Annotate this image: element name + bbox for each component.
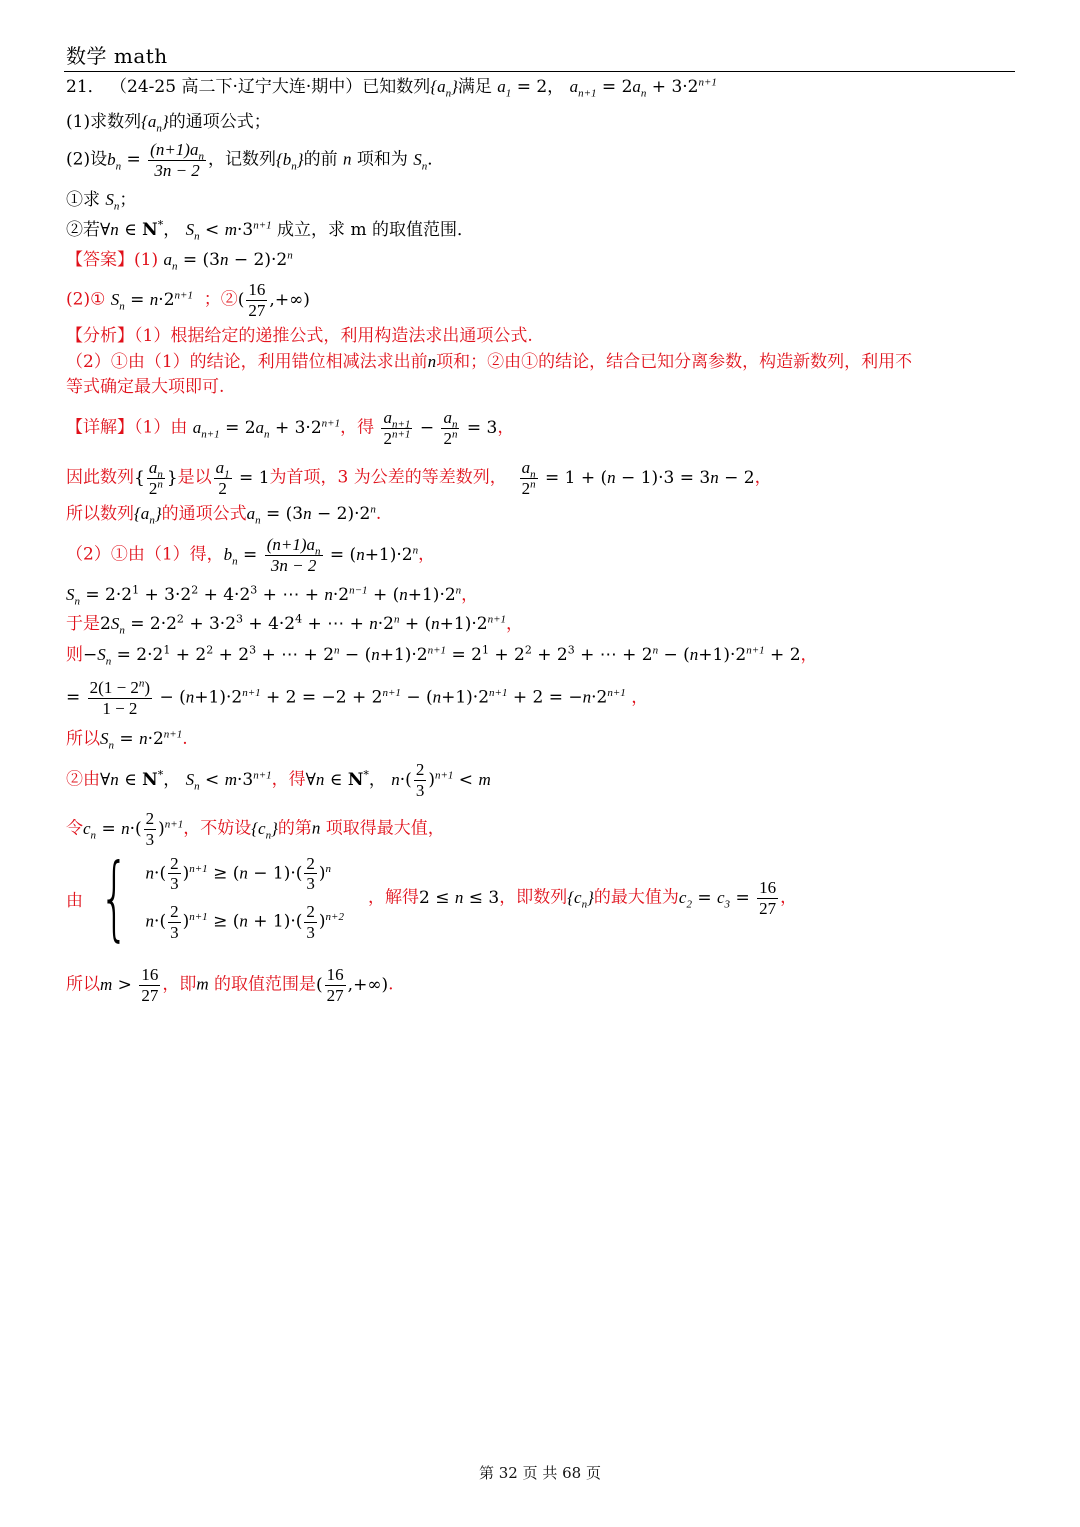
page-footer: 第 32 页 共 68 页 — [478, 1464, 601, 1482]
detail-l10b: ，得 — [271, 769, 306, 790]
detail-inequality-system: 由 { n·( $\frac{2}{3}$ )$^{n+1}$ ≥ (n − 1)·( $\frac{2}{3}$ )$^n$ n·( $\frac{2}{3}$ )$^{n+1}$ ≥ (n + 1)·( $\frac{2}{3}$ )$^{n+2}$ ，解得2 ≤ n ≤ 3，即数列$\{c_n\}$的最大值为$c_2 = c_3$ = $\frac{16}{27}$ ， — [66, 844, 798, 951]
detail-l12c: ，即数列 — [499, 887, 568, 908]
analysis-text-2a: （2）①由（1）的结论，利用错位相减法求出前 — [66, 352, 428, 372]
detail-line9: 所以$S_n = n\cdot 2^{n+1}$. — [66, 728, 188, 752]
page-header-title: 数学 math — [66, 44, 168, 68]
analysis-tag: 【分析】 — [66, 326, 134, 346]
left-brace: { — [99, 844, 129, 951]
question-stem-text: 已知数列 — [362, 77, 431, 97]
answer-part2-sep: ；② — [203, 289, 238, 310]
answer-line2: (2)① $S_n = n\cdot 2^{n+1}$ ；②( $\frac{16}{27}$ ,+∞) — [66, 280, 310, 320]
detail-l3b: 的通项公式 — [161, 504, 247, 524]
detail-tag: 【详解】 — [66, 417, 134, 438]
answer-part1-label: (1) — [134, 250, 159, 270]
header-divider — [64, 71, 1015, 72]
question-part2: (2)设$b_n$ = $\frac{(n+1)a_n}{3n - 2}$ ，记数列$\{b_n\}$的前 n 项和为 $S_n$． — [66, 140, 445, 180]
detail-line13: 所以m > $\frac{16}{27}$ ，即m 的取值范围是( $\frac{16}{27}$ ,+∞). — [66, 965, 394, 1005]
detail-l12d: 的最大值为 — [593, 887, 679, 908]
answer-part2-label: (2)① — [66, 289, 106, 310]
question-sub2: ②若∀n ∈ N*， $S_n < m\cdot 3^{n+1}$ 成立，求 m 的取值范围． — [66, 218, 474, 243]
analysis-line1 — [66, 328, 533, 345]
detail-line8: = $\frac{2(1 - 2^n)}{1 - 2}$ − $(n+1)\cdot 2^{n+1} + 2 = -2 + 2^{n+1} - (n+1)\cdot 2^{n+1} + 2 = -n\cdot 2^{n+1}$ ， — [66, 677, 649, 718]
analysis-line3: 等式确定最大项即可. — [66, 377, 225, 397]
detail-l1a: （1）由 — [134, 417, 188, 438]
detail-l4a: （2）①由（1）得， — [66, 544, 224, 565]
detail-l11a: 令 — [66, 818, 83, 839]
analysis-line2: （2）①由（1）的结论，利用错位相减法求出前n项和；②由①的结论，结合已知分离参数，构造新数列，利用不 — [66, 352, 913, 372]
detail-l13b: ，即 — [162, 974, 197, 995]
detail-line7: 则$-S_n = 2\cdot 2^1 + 2^2 + 2^3$ + ⋯ + $2^n - (n+1)\cdot 2^{n+1} = 2^1 + 2^2 + 2^3$ + ⋯ + $2^n - (n+1)\cdot 2^{n+1} + 2$， — [66, 643, 818, 668]
question-stem: 21． （24-25 高二下·辽宁大连·期中）已知数列$\{a_n\}$满足 $a_1 = 2$， $a_{n+1} = 2a_n + 3\cdot 2^{n+1}$ — [66, 76, 717, 100]
detail-line5: $S_n = 2\cdot 2^1 + 3\cdot 2^2 + 4\cdot 2^3$ + ⋯ + $n\cdot 2^{n-1} + (n+1)\cdot 2^n$， — [66, 583, 479, 608]
detail-line1: 【详解】（1）由 $a_{n+1} = 2a_n + 3\cdot 2^{n+1}$，得 $\frac{a_{n+1}}{2^{n+1}}$ − $\frac{a_n}{2^n}$ = 3， — [66, 408, 515, 448]
analysis-text-1: （1）根据给定的递推公式，利用构造法求出通项公式. — [134, 326, 533, 346]
question-source: （24-25 高二下·辽宁大连·期中） — [110, 77, 363, 97]
analysis-text-2b: 项和；②由①的结论，结合已知分离参数，构造新数列，利用不 — [436, 352, 913, 372]
detail-line11: 令$c_n = n\cdot$( $\frac{2}{3}$ )$^{n+1}$，不妨设$\{c_n\}$的第n 项取得最大值， — [66, 809, 445, 849]
detail-l12b: ，解得 — [367, 887, 419, 908]
detail-l13a: 所以 — [66, 974, 100, 995]
detail-l11b: ，不妨设 — [183, 818, 252, 839]
question-part1: (1)求数列$\{a_n\}$的通项公式； — [66, 112, 271, 135]
part2-prefix: (2)设 — [66, 149, 108, 170]
question-sub1: ①求 $S_n$； — [66, 190, 137, 213]
detail-line2: 因此数列{ $\frac{a_n}{2^n}$ }是以 $\frac{a_1}{2}$ = 1为首项，3 为公差的等差数列， $\frac{a_n}{2^n}$ = 1 + (n − 1)·3 = 3n − 2， — [66, 458, 772, 498]
detail-line10: ②由∀n ∈ N*， $S_n < m\cdot 3^{n+1}$，得∀n ∈ N*， n·( $\frac{2}{3}$ )$^{n+1}$ < m — [66, 760, 491, 800]
detail-l2a: 因此数列 — [66, 467, 134, 488]
detail-l10a: ②由 — [66, 769, 100, 790]
detail-l11c: 的第 — [277, 818, 312, 839]
detail-line6: 于是$2S_n = 2\cdot 2^2 + 3\cdot 2^3 + 4\cdot 2^4$ + ⋯ + $n\cdot 2^n + (n+1)\cdot 2^{n+1}$， — [66, 612, 523, 637]
detail-l3a: 所以数列 — [66, 504, 134, 524]
detail-line4: （2）①由（1）得，$b_n$ = $\frac{(n+1)a_n}{3n - 2}$ = $(n+1)\cdot 2^n$， — [66, 535, 436, 575]
detail-l2c: 为首项，3 为公差的等差数列， — [269, 467, 507, 488]
detail-l13c: 的取值范围是 — [214, 974, 317, 995]
detail-l2b: 是以 — [177, 467, 212, 488]
detail-l1b: ，得 — [340, 417, 375, 438]
detail-l11d: 项取得最大值， — [325, 818, 445, 839]
answer-tag: 【答案】 — [66, 250, 134, 270]
sub2-prefix: ②若 — [66, 220, 100, 240]
detail-line3: 所以数列$\{a_n\}$的通项公式$a_n = (3n - 2)\cdot 2^n$. — [66, 503, 382, 527]
detail-l6a: 于是 — [66, 614, 100, 634]
detail-l9a: 所以 — [66, 729, 100, 749]
question-number: 21． — [66, 77, 105, 97]
detail-l12a: 由 — [66, 890, 83, 911]
detail-l7a: 则 — [66, 645, 83, 665]
sub2-text: 成立，求 m 的取值范围． — [277, 220, 474, 240]
answer-line1: 【答案】(1) $a_n = (3n - 2)\cdot 2^n$ — [66, 249, 293, 273]
